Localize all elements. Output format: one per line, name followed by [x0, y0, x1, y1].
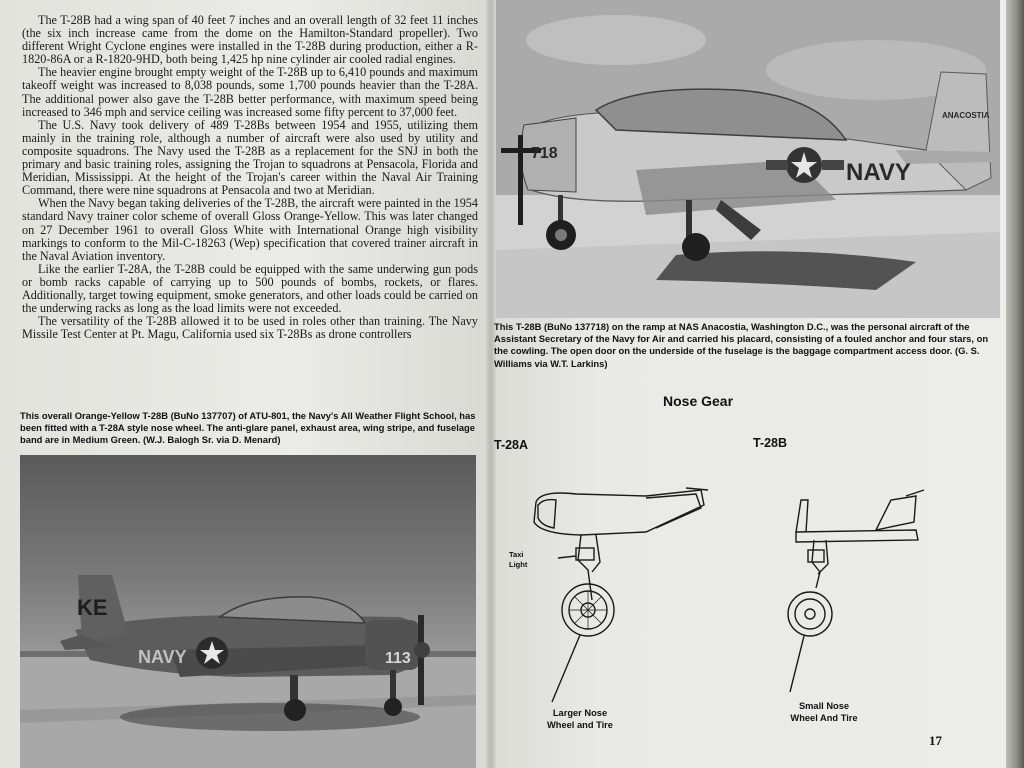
variant-label-t28a: T-28A: [494, 438, 529, 452]
page-number: 17: [929, 733, 942, 748]
taxi-label-line1: Taxi: [509, 550, 524, 559]
taxi-light-label: [509, 550, 527, 570]
paragraph: The U.S. Navy took delivery of 489 T-28Bs between 1954 and 1955, utilizing them mainly in the training role, although a number of aircraft were also used by utility and composite squadrons. The Navy used the T-28B as a replacement for the SNJ in both the primary and basic training roles, assigning the Trojan to squadrons at Pensacola, Florida and Meridian, Mississippi. At the height of the Trojan's career within the Naval Air Training Command, there were nine squadrons at Pensacola and two at Meridian.: [22, 117, 478, 198]
nose-number-text: 113: [385, 650, 411, 667]
page-gutter: [486, 0, 496, 768]
body-text-column: [22, 14, 478, 341]
small-nose-wheel-label: [782, 700, 866, 724]
diagram-title: Nose Gear: [663, 393, 734, 409]
tail-code-text: KE: [77, 595, 108, 620]
fuselage-navy-text: NAVY: [138, 647, 187, 667]
tail-anacostia-text: ANACOSTIA: [942, 111, 990, 120]
page-edge: [1006, 0, 1024, 768]
paragraph: The heavier engine brought empty weight of the T-28B up to 6,410 pounds and maximum takeoff weight was increased to 8,038 pounds, some 1,700 pounds heavier than the T-28A. The additional power also gave the T-28B better performance, with maximum speed being increased to 346 mph and service ceiling was increased some fifty percent to 37,000 feet.: [22, 65, 478, 119]
cowling-number-text: 718: [531, 145, 558, 162]
photo-t28b-anacostia: [496, 0, 1000, 318]
photo-t28b-orange-yellow: [20, 455, 476, 768]
top-photo-caption: This T-28B (BuNo 137718) on the ramp at NAS Anacostia, Washington D.C., was the personal aircraft of the Assistant Secretary of the Navy for Air and carried his placard, consisting of a fouled anchor and four stars, on the cowling. The open door on the underside of the fuselage is the baggage compartment access door. (G. S. Williams via W.T. Larkins): [494, 321, 989, 369]
small-nose-line2: Wheel And Tire: [790, 713, 858, 723]
large-nose-line2: Wheel and Tire: [547, 720, 613, 730]
nose-gear-line-drawing: [496, 460, 1001, 710]
large-nose-line1: Larger Nose: [552, 708, 608, 718]
variant-label-t28b: T-28B: [753, 436, 788, 450]
small-nose-line1: Small Nose: [798, 701, 850, 711]
bottom-photo-caption: This overall Orange-Yellow T-28B (BuNo 137707) of ATU-801, the Navy's All Weather Flight School, has been fitted with a T-28A style nose wheel. The anti-glare panel, exhaust area, wing stripe, and fuselage band are in Medium Green. (W.J. Balogh Sr. via D. Menard): [20, 410, 476, 446]
large-nose-wheel-label: [536, 707, 624, 731]
paragraph: Like the earlier T-28A, the T-28B could be equipped with the same underwing gun pods or bomb racks capable of carrying up to 500 pounds of bombs, rockets, or flares. Additionally, target towing equipment, smoke generators, and other loads could be carried on the underwing racks as long as the load limits were not exceeded.: [22, 261, 478, 316]
taxi-label-line2: Light: [509, 560, 528, 569]
fuselage-navy-text: NAVY: [846, 159, 911, 186]
paragraph: The versatility of the T-28B allowed it to be used in roles other than training. The Navy Missile Test Center at Pt. Magu, California used six T-28Bs as drone controllers: [22, 314, 478, 342]
paragraph: When the Navy began taking deliveries of the T-28B, the aircraft were painted in the 1954 standard Navy trainer color scheme of overall Gloss Orange-Yellow. This was later changed on 27 December 1961 to overall Gloss White with International Orange high visibility markings to conform to the Mil-C-18263 (Wep) specification that covered trainer aircraft in the Naval Aviation inventory.: [22, 196, 478, 263]
paragraph: The T-28B had a wing span of 40 feet 7 inches and an overall length of 32 feet 11 inches (the six inch increase came from the dome on the Hamilton-Standard propeller). Two different Wright Cyclone engines were installed in the T-28B during production, either a R-1820-86A or a R-1820-9HD, both being 1,425 hp nine cylinder air cooled radial engines.: [22, 13, 478, 67]
